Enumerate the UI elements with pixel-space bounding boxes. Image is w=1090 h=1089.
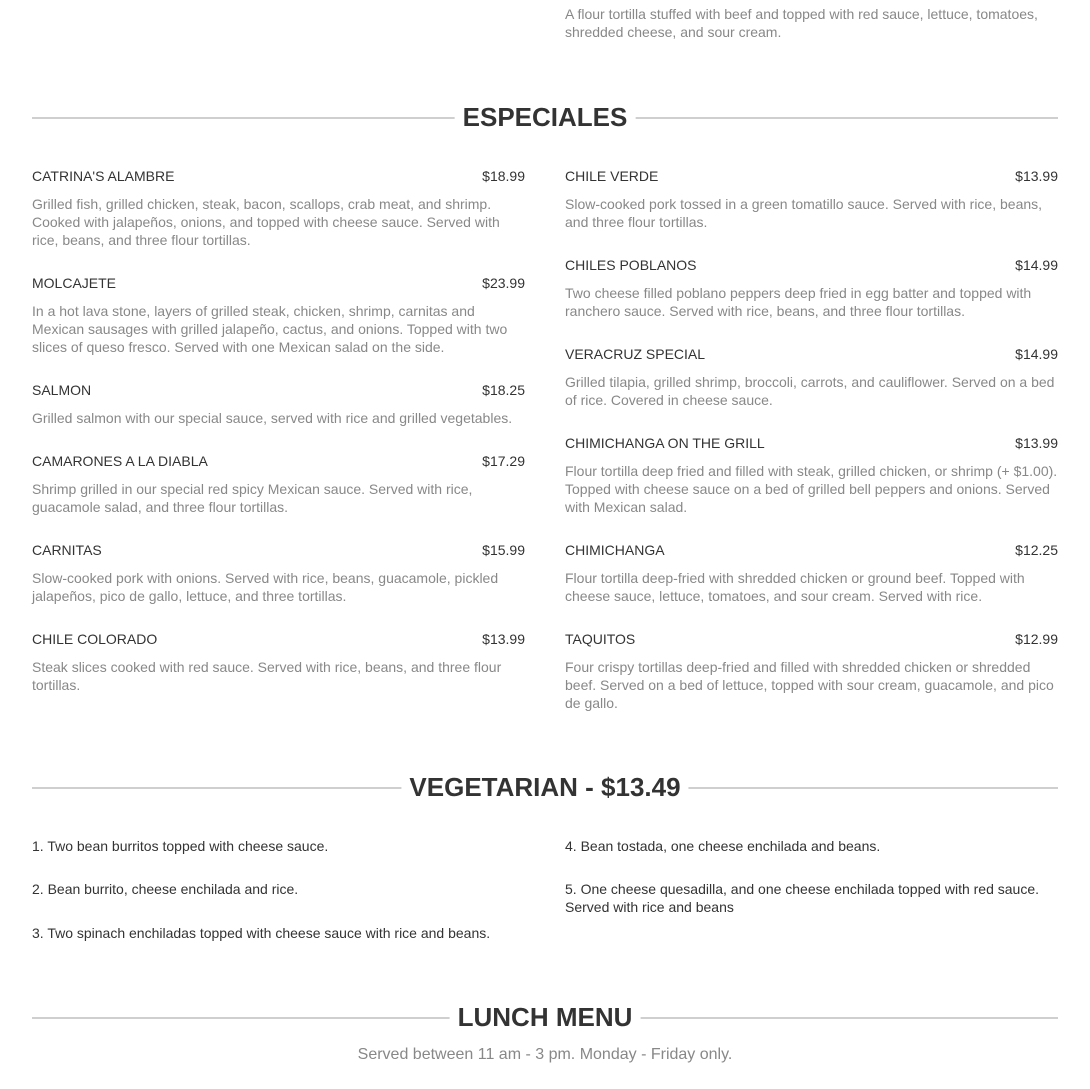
section-heading-vegetarian <box>32 770 1058 804</box>
menu-item <box>32 381 525 399</box>
item-name: CHILE VERDE <box>565 168 659 184</box>
item-description: Steak slices cooked with red sauce. Served with rice, beans, and three flour tortillas. <box>32 659 502 693</box>
menu-item <box>32 630 525 648</box>
item-price: $18.99 <box>482 168 525 184</box>
item-name: CHIMICHANGA <box>565 542 665 558</box>
item-name: MOLCAJETE <box>32 275 117 291</box>
section-title: ESPECIALES <box>455 100 636 134</box>
item-name: CATRINA'S ALAMBRE <box>32 168 175 184</box>
item-price: $13.99 <box>1015 435 1058 451</box>
item-name: CHILE COLORADO <box>32 631 158 647</box>
list-item: 3. Two spinach enchiladas topped with cheese sauce with rice and beans. <box>32 925 491 941</box>
list-item: 1. Two bean burritos topped with cheese sauce. <box>32 838 329 854</box>
menu-item <box>565 541 1058 559</box>
item-price: $15.99 <box>482 542 525 558</box>
section-heading-lunch <box>32 1000 1058 1034</box>
item-name: VERACRUZ SPECIAL <box>565 346 706 362</box>
list-item: 2. Bean burrito, cheese enchilada and rice. <box>32 881 299 897</box>
menu-item <box>565 345 1058 363</box>
item-price: $13.99 <box>1015 168 1058 184</box>
item-name: CAMARONES A LA DIABLA <box>32 453 208 469</box>
item-description: A flour tortilla stuffed with beef and topped with red sauce, lettuce, tomatoes, shredded cheese, and sour cream. <box>565 6 1038 40</box>
item-price: $18.25 <box>482 382 525 398</box>
item-price: $12.99 <box>1015 631 1058 647</box>
lunch-note: Served between 11 am - 3 pm. Monday - Friday only. <box>357 1046 733 1063</box>
section-title: LUNCH MENU <box>450 1000 641 1034</box>
menu-item <box>32 274 525 292</box>
item-description: Grilled salmon with our special sauce, served with rice and grilled vegetables. <box>32 410 513 426</box>
section-title: VEGETARIAN - $13.49 <box>401 770 688 804</box>
item-name: CHIMICHANGA ON THE GRILL <box>565 435 765 451</box>
item-description: Slow-cooked pork with onions. Served with rice, beans, guacamole, pickled jalapeños, pico de gallo, lettuce, and three tortillas. <box>32 570 499 604</box>
item-price: $12.25 <box>1015 542 1058 558</box>
item-description: Slow-cooked pork tossed in a green tomatillo sauce. Served with rice, beans, and three flour tortillas. <box>565 196 1043 230</box>
item-description: Four crispy tortillas deep-fried and filled with shredded chicken or shredded beef. Served on a bed of lettuce, topped with sour cream, guacamole, and pico de gallo. <box>565 659 1054 711</box>
list-item: 4. Bean tostada, one cheese enchilada and beans. <box>565 838 881 854</box>
item-price: $23.99 <box>482 275 525 291</box>
item-description: Grilled fish, grilled chicken, steak, bacon, scallops, crab meat, and shrimp. Cooked with jalapeños, onions, and topped with cheese sauce. Served with rice, beans, and three flour tortillas. <box>32 196 500 248</box>
item-description: In a hot lava stone, layers of grilled steak, chicken, shrimp, carnitas and Mexican sausages with grilled jalapeño, cactus, and onions. Topped with two slices of queso fresco. Served with one Mexican salad on the side. <box>32 303 508 355</box>
list-item: 5. One cheese quesadilla, and one cheese enchilada topped with red sauce. Served with rice and beans <box>565 881 1040 915</box>
item-price: $13.99 <box>482 631 525 647</box>
menu-item <box>565 630 1058 648</box>
menu-item <box>565 434 1058 452</box>
menu-item <box>32 167 525 185</box>
item-price: $14.99 <box>1015 346 1058 362</box>
item-description: Shrimp grilled in our special red spicy Mexican sauce. Served with rice, guacamole salad, and three flour tortillas. <box>32 481 473 515</box>
item-name: TAQUITOS <box>565 631 636 647</box>
item-description: Grilled tilapia, grilled shrimp, broccoli, carrots, and cauliflower. Served on a bed of rice. Covered in cheese sauce. <box>565 374 1055 408</box>
item-description: Two cheese filled poblano peppers deep fried in egg batter and topped with ranchero sauce. Served with rice, beans, and three flour tortillas. <box>565 285 1032 319</box>
menu-item <box>32 541 525 559</box>
item-name: CARNITAS <box>32 542 102 558</box>
menu-item <box>565 256 1058 274</box>
item-description: Flour tortilla deep-fried with shredded chicken or ground beef. Topped with cheese sauce, lettuce, tomatoes, and sour cream. Served with rice. <box>565 570 1025 604</box>
item-name: CHILES POBLANOS <box>565 257 697 273</box>
menu-item <box>565 167 1058 185</box>
menu-item <box>32 452 525 470</box>
section-heading-especiales <box>32 100 1058 134</box>
item-price: $14.99 <box>1015 257 1058 273</box>
item-description: Flour tortilla deep fried and filled with steak, grilled chicken, or shrimp (+ $1.00). Topped with cheese sauce on a bed of grilled bell peppers and onions. Served with Mexican salad. <box>565 463 1058 515</box>
item-price: $17.29 <box>482 453 525 469</box>
item-name: SALMON <box>32 382 92 398</box>
